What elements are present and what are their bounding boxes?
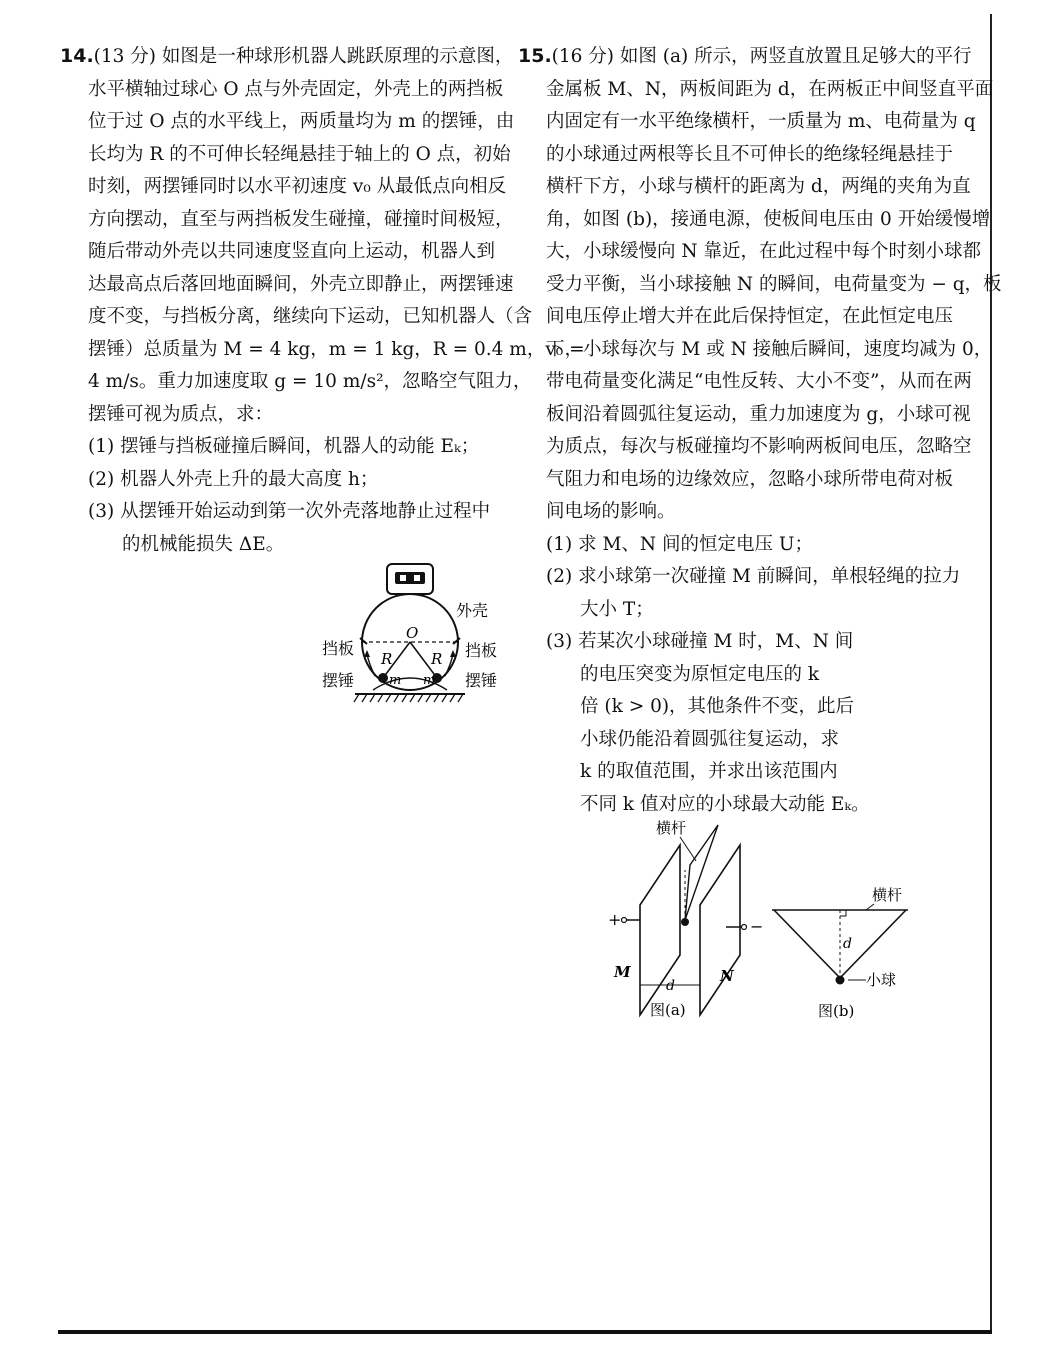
rod-plane [685,825,718,920]
label-radius-right: R [431,650,443,668]
problem-14-line-2: 水平横轴过球心 O 点与外壳固定，外壳上的两挡板 [88,78,504,100]
problem-14-number: 14. [60,45,94,67]
figure-b [770,880,930,1025]
robot-diagram [315,560,515,710]
label-distance-d: d [843,936,852,952]
page-bottom-border [58,1330,992,1334]
problem-15-line-3: 内固定有一水平绝缘横杆，一质量为 m、电荷量为 q [546,111,976,132]
problem-15 [518,40,1002,821]
problem-15-line-6: 角，如图 (b)，接通电源，使板间电压由 0 开始缓慢增 [546,208,991,230]
rod-leader-line [680,837,696,861]
ground-hatching [354,694,463,702]
label-radius-left: R [381,650,393,668]
label-rod-b: 横杆 [872,886,903,904]
problem-15-line-2: 金属板 M、N，两板间距为 d，在两板正中间竖直平面 [546,78,994,100]
figure-a [600,815,770,1025]
problem-14-line-10: 摆锤）总质量为 M = 4 kg，m = 1 kg，R = 0.4 m，v₀ = [88,338,585,360]
right-angle-mark [840,910,846,916]
problem-14-line-1: 14.(13 分) 如图是一种球形机器人跳跃原理的示意图， [60,45,514,67]
terminal-plus-node [622,918,627,923]
problem-15-line-14: 气阻力和电场的边缘效应，忽略小球所带电荷对板 [546,468,954,490]
problem-15-line-15: 间电场的影响。 [546,501,676,522]
plate-n [700,845,740,1015]
label-plus: + [608,910,622,929]
plates-diagram [600,815,770,1025]
pendulum-left [378,673,388,683]
problem-15-line-9: 间电压停止增大并在此后保持恒定，在此恒定电压 [546,306,954,327]
label-rod-a: 横杆 [656,819,687,837]
label-shell: 外壳 [456,601,489,620]
label-center-o: O [406,624,419,642]
problem-15-line-5: 横杆下方，小球与横杆的距离为 d，两绳的夹角为直 [546,176,971,197]
problem-15-number: 15. [518,45,552,67]
problem-14-line-7: 随后带动外壳以共同速度竖直向上运动，机器人到 [88,241,496,262]
problem-15-line-12: 板间沿着圆弧往复运动，重力加速度为 g，小球可视 [546,403,971,425]
problem-15-line-4: 的小球通过两根等长且不可伸长的绝缘轻绳悬挂于 [546,143,954,165]
problem-15-line-10: 下，小球每次与 M 或 N 接触后瞬间，速度均减为 0， [546,338,993,360]
caption-figure-a: 图(a) [650,1001,686,1019]
label-pendulum-right: 摆锤 [465,671,498,690]
rope-left-b [774,910,840,978]
label-plate-n: N [720,967,734,985]
problem-15-question-1: (1) 求 M、N 间的恒定电压 U； [546,533,813,555]
robot-eye-right [414,575,420,581]
problem-14-line-6: 方向摆动，直至与两挡板发生碰撞，碰撞时间极短， [88,208,514,230]
robot-figure [315,560,515,710]
problem-15-line-8: 受力平衡，当小球接触 N 的瞬间，电荷量变为 − q，板 [546,273,1002,295]
ball-b [836,976,845,985]
problem-15-line-7: 大，小球缓慢向 N 靠近，在此过程中每个时刻小球都 [546,241,981,262]
problem-14-line-9: 度不变，与挡板分离，继续向下运动，已知机器人（含 [88,306,533,327]
problem-15-line-1: 15.(16 分) 如图 (a) 所示，两竖直放置且足够大的平行 [518,45,972,67]
arrow-left-icon [364,650,370,657]
problem-15-line-11: 带电荷量变化满足“电性反转、大小不变”，从而在两 [546,371,972,392]
ball-a [681,918,689,926]
problem-14-line-5: 时刻，两摆锤同时以水平初速度 v₀ 从最低点向相反 [88,176,507,197]
problem-14-question-3: (3) 从摆锤开始运动到第一次外壳落地静止过程中 的机械能损失 ΔE。 [88,501,491,555]
label-minus: − [750,917,764,936]
label-mass-left: m [389,673,402,688]
label-ball: 小球 [866,971,897,989]
problem-15-question-3: (3) 若某次小球碰撞 M 时，M、N 间 的电压突变为原恒定电压的 k 倍 (k > 0)，其他条件不变，此后 小球仍能沿着圆弧往复运动，求 k 的取值范围，并求出该范围内 不同 k 值对应的小球最大动能 Eₖ。 [546,631,870,815]
problem-14-line-12: 摆锤可视为质点，求： [88,403,274,425]
problem-14-question-1: (1) 摆锤与挡板碰撞后瞬间，机器人的动能 Eₖ； [88,436,480,457]
problem-15-line-13: 为质点，每次与板碰撞均不影响两板间电压，忽略空 [546,436,972,457]
hanging-ball-diagram [770,880,930,1025]
label-pendulum-left: 摆锤 [322,671,355,690]
robot-eye-bar [395,572,425,584]
problem-14-line-4: 长均为 R 的不可伸长轻绳悬挂于轴上的 O 点，初始 [88,143,511,165]
arrow-right-icon [450,650,456,657]
problem-14-line-8: 达最高点后落回地面瞬间，外壳立即静止，两摆锤速 [88,273,514,295]
page-right-border [990,14,992,1334]
problem-14-line-11: 4 m/s。重力加速度取 g = 10 m/s²，忽略空气阻力， [88,371,532,392]
caption-figure-b: 图(b) [818,1002,855,1020]
label-baffle-right: 挡板 [465,641,498,660]
label-mass-right: m [423,673,436,688]
problem-14-question-2: (2) 机器人外壳上升的最大高度 h； [88,468,379,490]
problem-14-line-3: 位于过 O 点的水平线上，两质量均为 m 的摆锤，由 [88,111,515,132]
terminal-minus-node [742,925,747,930]
label-gap-d: d [666,978,675,994]
robot-eye-left [400,575,406,581]
problem-15-question-2: (2) 求小球第一次碰撞 M 前瞬间，单根轻绳的拉力 大小 T； [546,566,961,620]
label-plate-m: M [614,963,631,981]
label-baffle-left: 挡板 [322,639,355,658]
rod-b-leader-line [866,904,874,910]
